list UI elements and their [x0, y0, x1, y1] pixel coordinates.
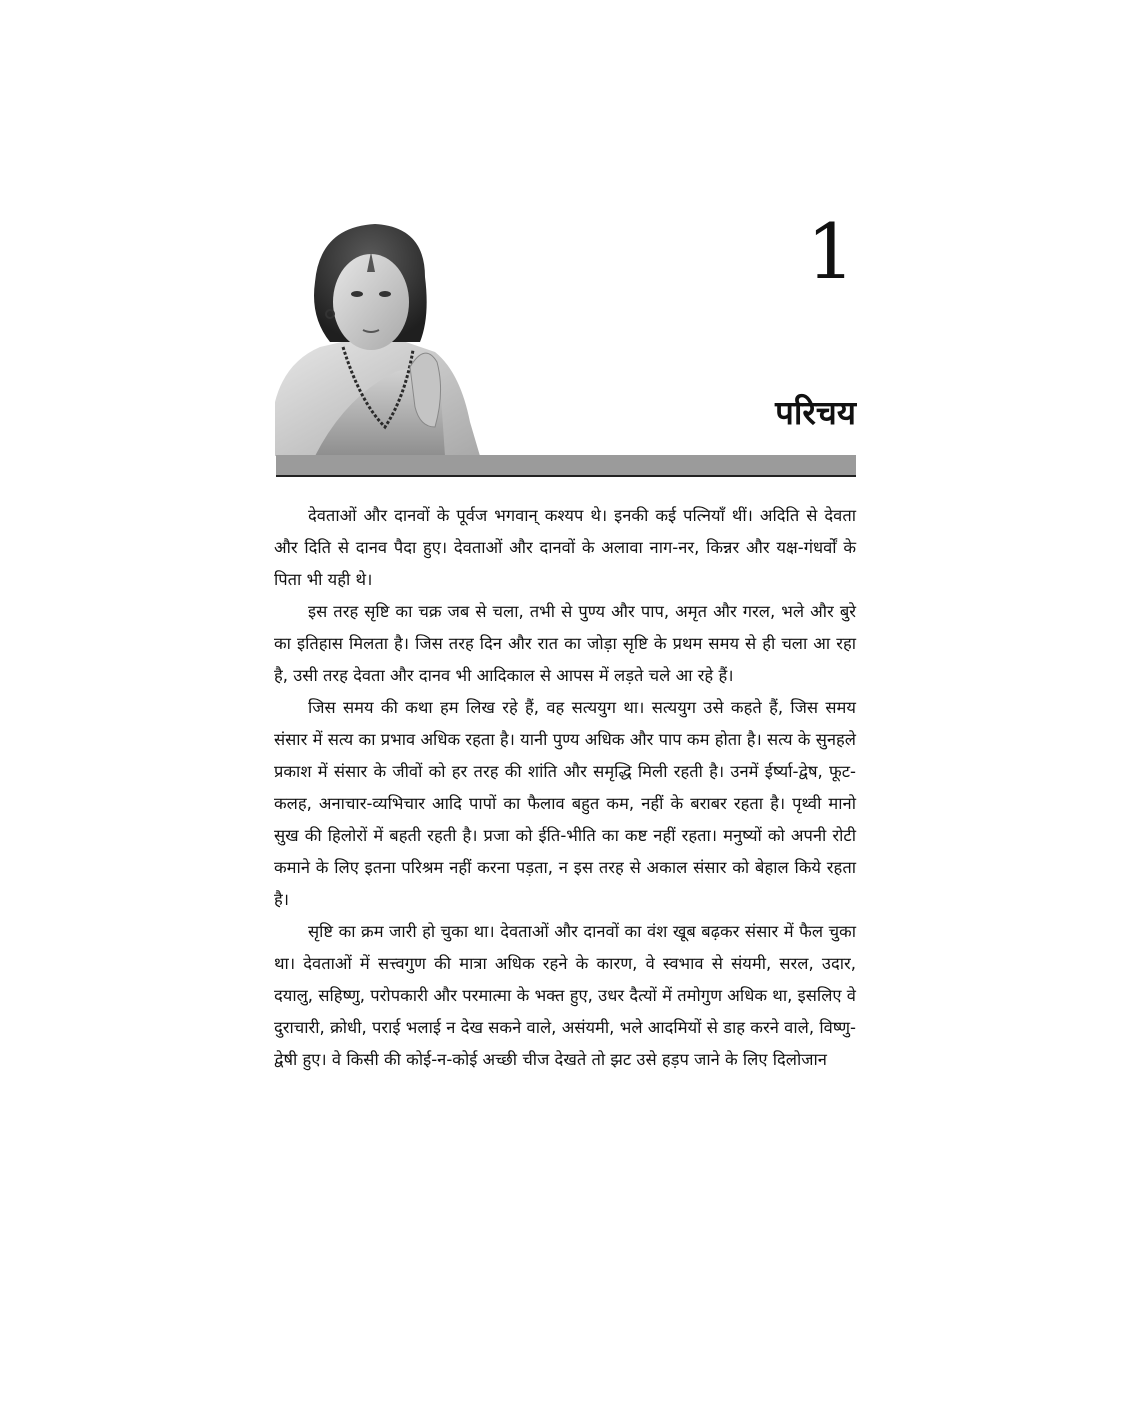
left-eye [351, 291, 363, 297]
chapter-header-divider [276, 475, 856, 477]
chapter-header-bar [276, 455, 856, 475]
paragraph: जिस समय की कथा हम लिख रहे हैं, वह सत्ययुग था। सत्ययुग उसे कहते हैं, जिस समय संसार में सत्य का प्रभाव अधिक रहता है। यानी पुण्य अधिक और पाप कम होता है। सत्य के सुनहले प्रकाश में संसार के जीवों को हर तरह की शांति और समृद्धि मिली रहती है। उनमें ईर्ष्या-द्वेष, फूट-कलह, अनाचार-व्यभिचार आदि पापों का फैलाव बहुत कम, नहीं के बराबर रहता है। पृथ्वी मानो सुख की हिलोरों में बहती रहती है। प्रजा को ईति-भीति का कष्ट नहीं रहता। मनुष्यों को अपनी रोटी कमाने के लिए इतना परिश्रम नहीं करना पड़ता, न इस तरह से अकाल संसार को बेहाल किये रहता है। [274, 698, 856, 909]
chapter-title: परिचय [775, 393, 856, 432]
portrait-illustration [275, 222, 480, 456]
paragraph: देवताओं और दानवों के पूर्वज भगवान् कश्यप थे। इनकी कई पत्नियाँ थीं। अदिति से देवता और दिति से दानव पैदा हुए। देवताओं और दानवों के अलावा नाग-नर, किन्नर और यक्ष-गंधर्वों के पिता भी यही थे। [274, 506, 856, 589]
right-eye [379, 291, 391, 297]
paragraph: सृष्टि का क्रम जारी हो चुका था। देवताओं और दानवों का वंश खूब बढ़कर संसार में फैल चुका था। देवताओं में सत्त्वगुण की मात्रा अधिक रहने के कारण, वे स्वभाव से संयमी, सरल, उदार, दयालु, सहिष्णु, परोपकारी और परमात्मा के भक्त हुए, उधर दैत्यों में तमोगुण अधिक था, इसलिए वे दुराचारी, क्रोधी, पराई भलाई न देख सकने वाले, असंयमी, भले आदमियों से डाह करने वाले, विष्णु-द्वेषी हुए। वे किसी की कोई-न-कोई अच्छी चीज देखते तो झट उसे हड़प जाने के लिए दिलोजान [274, 922, 856, 1069]
chapter-number: 1 [806, 207, 855, 296]
chapter-body [274, 500, 856, 1076]
paragraph: इस तरह सृष्टि का चक्र जब से चला, तभी से पुण्य और पाप, अमृत और गरल, भले और बुरे का इतिहास मिलता है। जिस तरह दिन और रात का जोड़ा सृष्टि के प्रथम समय से ही चला आ रहा है, उसी तरह देवता और दानव भी आदिकाल से आपस में लड़ते चले आ रहे हैं। [274, 602, 856, 685]
